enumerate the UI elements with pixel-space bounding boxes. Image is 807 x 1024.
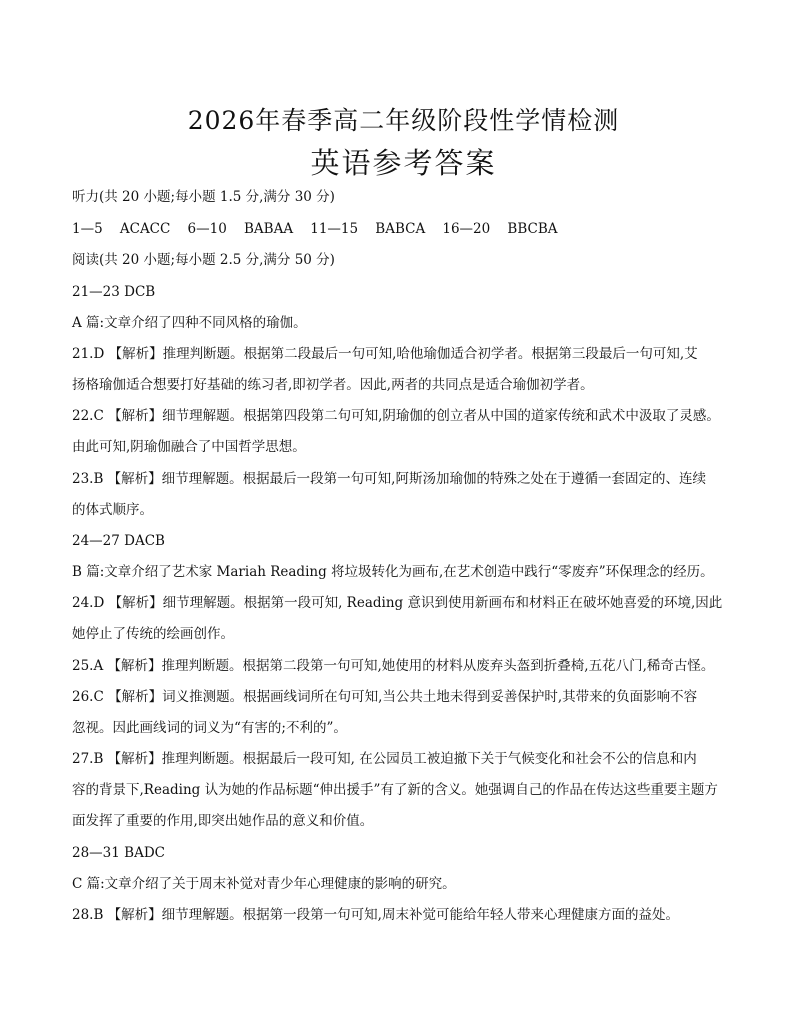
q21-explanation-line2: 扬格瑜伽适合想要打好基础的练习者,即初学者。因此,两者的共同点是适合瑜伽初学者。 xyxy=(72,377,594,393)
answer-letters: BABCA xyxy=(375,221,426,237)
answer-range-28-31: 28—31 BADC xyxy=(72,845,165,861)
q27-explanation-line3: 面发挥了重要的作用,即突出她作品的意义和价值。 xyxy=(72,813,374,829)
answer-range-21-23: 21—23 DCB xyxy=(72,284,156,300)
q23-explanation-line2: 的体式顺序。 xyxy=(72,502,153,518)
passage-b-summary: B 篇:文章介绍了艺术家 Mariah Reading 将垃圾转化为画布,在艺术创造中践行“零废弃”环保理念的经历。 xyxy=(72,564,714,580)
q24-explanation-line1: 24.D 【解析】细节理解题。根据第一段可知, Reading 意识到使用新画布和材料正在破坏她喜爱的环境,因此 xyxy=(72,595,723,611)
exam-title: 2026年春季高二年级阶段性学情检测 xyxy=(187,106,620,135)
answer-range-24-27: 24—27 DACB xyxy=(72,533,165,549)
answer-range: 11—15 xyxy=(310,221,359,237)
answer-letters: BBCBA xyxy=(507,221,558,237)
q23-explanation-line1: 23.B 【解析】细节理解题。根据最后一段第一句可知,阿斯汤加瑜伽的特殊之处在于遵循一套固定的、连续 xyxy=(72,471,706,487)
q26-explanation-line2: 忽视。因此画线词的词义为“有害的;不利的”。 xyxy=(72,720,347,736)
answer-key-subtitle: 英语参考答案 xyxy=(310,146,497,180)
answer-range: 1—5 xyxy=(72,221,103,237)
q27-explanation-line2: 容的背景下,Reading 认为她的作品标题“伸出援手”有了新的含义。她强调自己的作品在传达这些重要主题方 xyxy=(72,782,718,798)
passage-c-summary: C 篇:文章介绍了关于周末补觉对青少年心理健康的影响的研究。 xyxy=(72,876,456,892)
q28-explanation-line1: 28.B 【解析】细节理解题。根据第一段第一句可知,周末补觉可能给年轻人带来心理健康方面的益处。 xyxy=(72,907,679,923)
answer-range: 16—20 xyxy=(442,221,491,237)
reading-header: 阅读(共 20 小题;每小题 2.5 分,满分 50 分) xyxy=(72,252,335,268)
passage-a-summary: A 篇:文章介绍了四种不同风格的瑜伽。 xyxy=(72,315,307,331)
q22-explanation-line2: 由此可知,阴瑜伽融合了中国哲学思想。 xyxy=(72,439,306,455)
answer-letters: ACACC xyxy=(119,221,171,237)
answer-letters: BABAA xyxy=(243,221,294,237)
q26-explanation-line1: 26.C 【解析】词义推测题。根据画线词所在句可知,当公共土地未得到妥善保护时,其带来的负面影响不容 xyxy=(72,689,698,705)
answer-range: 6—10 xyxy=(187,221,227,237)
q27-explanation-line1: 27.B 【解析】推理判断题。根据最后一段可知, 在公园员工被迫撤下关于气候变化和社会不公的信息和内 xyxy=(72,751,697,767)
q25-explanation-line1: 25.A 【解析】推理判断题。根据第二段第一句可知,她使用的材料从废弃头盔到折叠椅,五花八门,稀奇古怪。 xyxy=(72,658,715,674)
q24-explanation-line2: 她停止了传统的绘画创作。 xyxy=(72,626,234,642)
q21-explanation-line1: 21.D 【解析】推理判断题。根据第二段最后一句可知,哈他瑜伽适合初学者。根据第三段最后一句可知,艾 xyxy=(72,346,698,362)
q22-explanation-line1: 22.C 【解析】细节理解题。根据第四段第二句可知,阴瑜伽的创立者从中国的道家传统和武术中汲取了灵感。 xyxy=(72,408,720,424)
listening-answers xyxy=(72,220,742,238)
listening-header: 听力(共 20 小题;每小题 1.5 分,满分 30 分) xyxy=(72,189,335,205)
